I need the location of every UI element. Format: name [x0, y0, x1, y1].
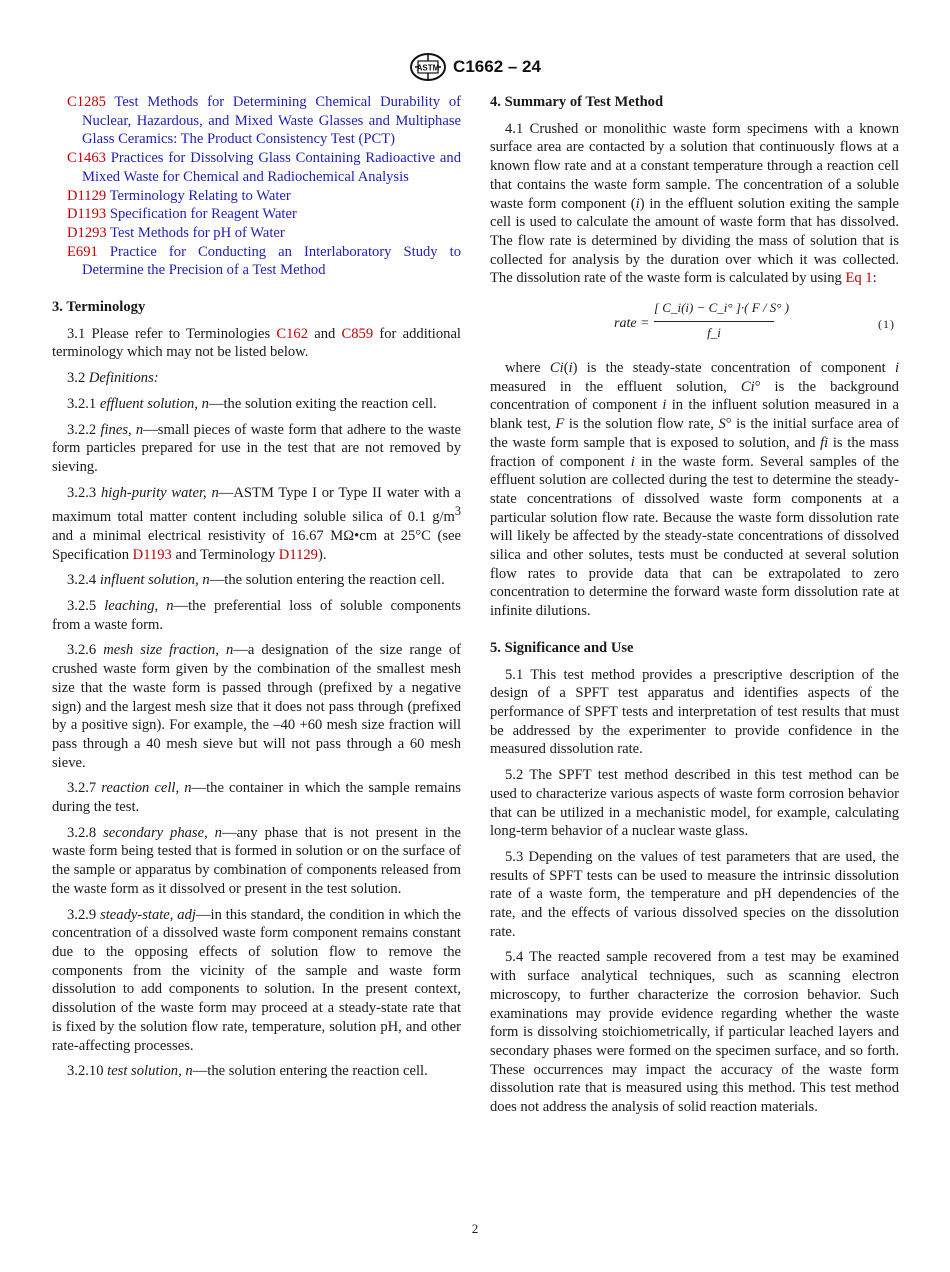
definition: 3.2.1 effluent solution, n—the solution exiting the reaction cell.	[67, 395, 437, 412]
reference-title[interactable]: Specification for Reagent Water	[109, 206, 297, 223]
reference-code[interactable]: D1129	[67, 187, 107, 204]
equation-denominator: f_i	[707, 325, 721, 341]
paragraph-4-1: 4.1 Crushed or monolithic waste form specimens with a known surface area are contacted by a solution that continuously flows at a known flow rate and at a constant temperature through a reaction cell that contains the waste form sample. The concentration of a soluble waste form component (i) in the effluent solution exiting the sample cell is used to calculate the amount of waste form that has dissolved. The flow rate is determined by dividing the mass of solution that is collected for analysis by the duration over which it was collected. The dissolution rate of the waste form is calculated by using Eq 1:	[490, 120, 900, 287]
designation: C1662 – 24	[453, 57, 541, 76]
reference-title[interactable]: Practice for Conducting an Interlaboratory Study to Determine the Precision of a Test Method	[82, 243, 461, 279]
reference-list	[52, 93, 461, 280]
paragraph-5-1: 5.1 This test method provides a prescriptive description of the design of a SPFT test apparatus and identifies aspects of the performance of SPFT tests and interpretation of test results that must be addressed by the experimenter to provide confidence in the measured dissolution rate.	[490, 666, 899, 758]
definition: 3.2.2 fines, n—small pieces of waste form that adhere to the waste form particles prepared for use in the test that are not removed by sieving.	[52, 421, 461, 475]
link-d1129[interactable]: D1129	[278, 546, 318, 563]
astm-logo	[409, 52, 447, 82]
reference-title[interactable]: Test Methods for Determining Chemical Durability of Nuclear, Hazardous, and Mixed Waste Glasses and Multiphase Glass Ceramics: The Product Consistency Test (PCT)	[82, 94, 461, 148]
paragraph-3-1: 3.1 Please refer to Terminologies C162 and C859 for additional terminology which may not be listed below.	[52, 325, 461, 361]
paragraph-3-2: 3.2 Definitions:	[67, 370, 159, 387]
reference-item	[52, 149, 461, 186]
paragraph-where: where Ci(i) is the steady-state concentration of component i measured in the effluent solution, Ci° is the background concentration of component i in the influent solution measured in a blank test, F is the solution flow rate, S° is the initial surface area of the waste form sample that is exposed to solution, and fi is the mass fraction of component i in the waste form. Several samples of the effluent solution are collected during the test to determine the steady-state concentrations of dissolved waste form components at a particular solution flow rate. Because the waste form dissolution rate will likely be affected by the steady-state concentrations of dissolved silica and other solutes, tests must be conducted at several solution flow rates to provide data that can be extrapolated to zero concentration to determine the forward waste form dissolution rate at infinite dilutions.	[490, 360, 900, 620]
reference-code[interactable]: D1193	[67, 206, 107, 223]
equation-numerator: [ C_i(i) − C_i° ]·( F / S° )	[654, 295, 774, 322]
definition: 3.2.8 secondary phase, n—any phase that is not present in the waste form being tested that is formed in solution or on the surface of the sample or apparatus by combination of components released from the waste form as it dissolved or present in the test solution.	[52, 824, 461, 897]
reference-item	[52, 224, 461, 243]
page-header	[0, 52, 950, 87]
definition: 3.2.7 reaction cell, n—the container in which the sample remains during the test.	[52, 780, 461, 816]
reference-title[interactable]: Test Methods for pH of Water	[110, 224, 285, 241]
definition: 3.2.3 high-purity water, n—ASTM Type I or Type II water with a maximum total matter content including soluble silica of 0.1 $g/m^3$ and a minimal electrical resistivity of 16.67 MΩ•cm at 25°C (see Specification D1193 and Terminology D1129).	[52, 484, 462, 563]
reference-code[interactable]: E691	[67, 243, 98, 260]
paragraph-5-4: 5.4 The reacted sample recovered from a test may be examined with surface analytical techniques, such as scanning electron microscopy, to further characterize the corrosion behavior. Such examinations may provide evidence regarding whether the waste form is dissolving stoichiometrically, if particular leached layers and secondary phases were formed on the specimen surface, and so forth. These occurrences may impact the accuracy of the waste form dissolution rate that is measured using this method. This test method does not address the analysis of solid reaction materials.	[490, 949, 899, 1116]
equation-1	[490, 295, 899, 351]
reference-code[interactable]: D1293	[67, 224, 107, 241]
definition: 3.2.9 steady-state, adj—in this standard, the condition in which the concentration of a dissolved waste form component remains constant due to the opposing effects of solution flow to remove the components from the vicinity of the sample and waste form dissolution to add components to solution. In the present context, dissolution of the waste form may proceed at a steady-state rate that is fixed by the solution flow rate, temperature, solution pH, and other rate-affecting processes.	[52, 906, 461, 1054]
reference-code[interactable]: C1463	[67, 150, 106, 167]
link-c162[interactable]: C162	[276, 325, 308, 342]
reference-item	[52, 243, 461, 280]
left-column	[52, 93, 461, 1088]
reference-title[interactable]: Practices for Dissolving Glass Containing Radioactive and Mixed Waste for Chemical and Radiochemical Analysis	[82, 150, 461, 185]
definition: 3.2.4 influent solution, n—the solution entering the reaction cell.	[67, 572, 445, 589]
definition: 3.2.5 leaching, n—the preferential loss of soluble components from a waste form.	[52, 598, 461, 633]
link-eq-1[interactable]: Eq 1	[845, 270, 873, 287]
page-number: 2	[471, 1221, 479, 1236]
reference-title[interactable]: Terminology Relating to Water	[109, 187, 291, 204]
link-d1193[interactable]: D1193	[132, 546, 172, 563]
reference-item	[52, 93, 461, 149]
right-column	[490, 93, 899, 1124]
reference-item	[52, 205, 461, 224]
section-heading-summary: 4. Summary of Test Method	[490, 94, 664, 110]
section-heading-terminology: 3. Terminology	[52, 299, 146, 316]
section-heading-significance: 5. Significance and Use	[490, 639, 634, 656]
svg-text:ASTM: ASTM	[416, 63, 440, 73]
reference-code[interactable]: C1285	[67, 94, 106, 110]
reference-item	[52, 187, 461, 206]
equation-fraction	[654, 295, 790, 344]
equation-number: (1)	[878, 317, 895, 332]
equation-lhs: rate =	[614, 316, 650, 332]
definition: 3.2.10 test solution, n—the solution entering the reaction cell.	[67, 1063, 428, 1080]
link-c859[interactable]: C859	[341, 325, 374, 342]
paragraph-5-2: 5.2 The SPFT test method described in this test method can be used to characterize various aspects of waste form corrosion behavior that can be utilized in a mechanistic model, for example, calculating long-term behavior of a nuclear waste glass.	[490, 767, 899, 840]
definition: 3.2.6 mesh size fraction, n—a designation of the size range of crushed waste form given by the combination of the smallest mesh size that the waste form is passed through (prefixed by a negative sign) and the largest mesh size that it does not pass through (prefixed by a positive sign). For example, the –40 +60 mesh size fraction will pass through a 40 mesh sieve but will not pass through a 60 mesh sieve.	[52, 642, 461, 771]
paragraph-5-3: 5.3 Depending on the values of test parameters that are used, the results of SPFT tests can be used to measure the intrinsic dissolution rate of a waste form, the temperature and pH dependencies of the rate, and the effects of various dissolved species on the dissolution rate.	[490, 848, 899, 940]
